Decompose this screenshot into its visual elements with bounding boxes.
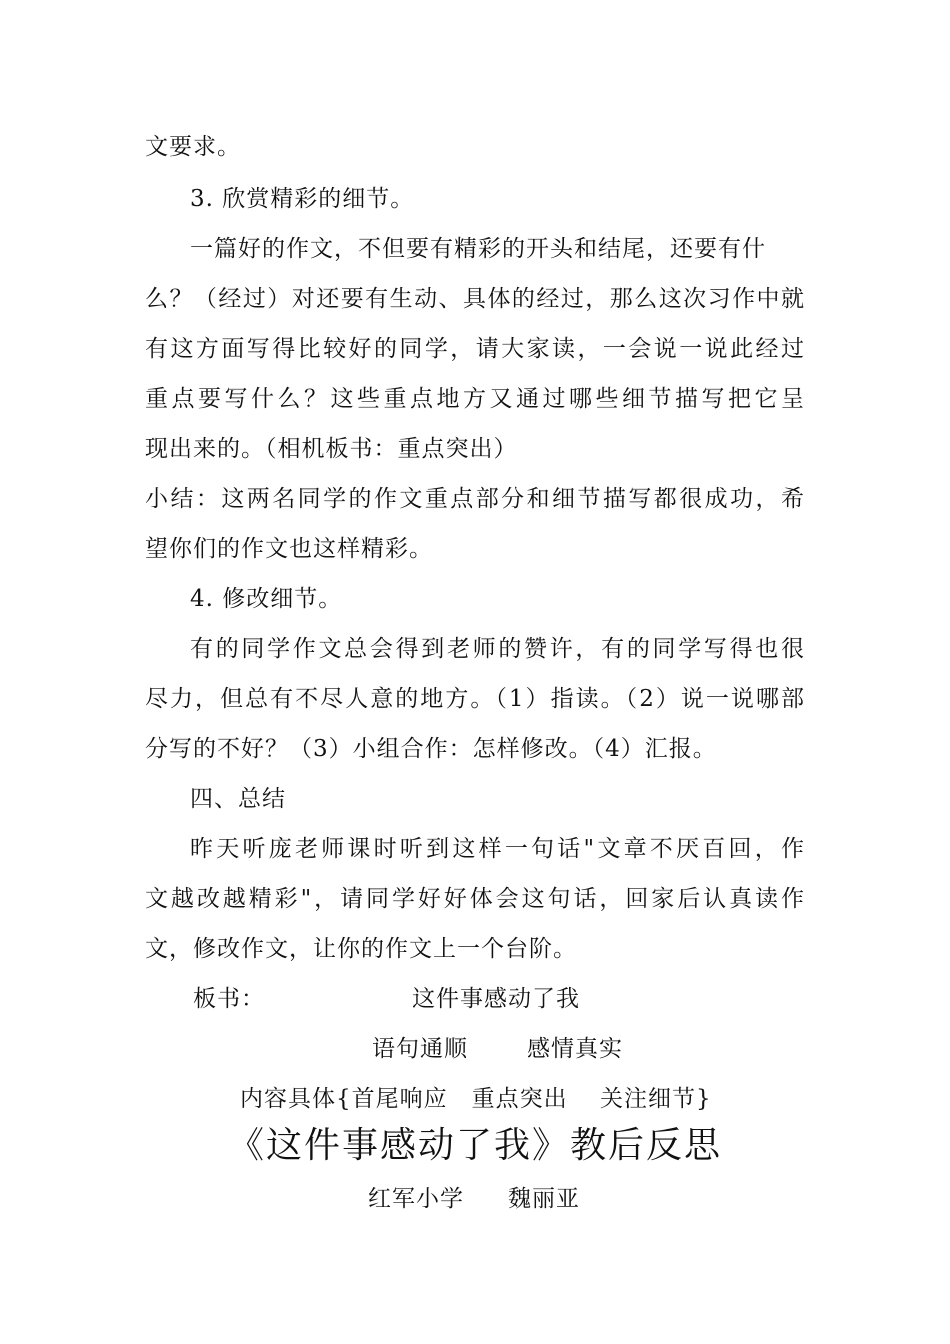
section-heading: 4. 修改细节。 xyxy=(190,586,343,612)
reflection-title: 《这件事感动了我》教后反思 xyxy=(227,1125,722,1166)
school-name: 红军小学 xyxy=(368,1186,464,1212)
text-line: 有的同学作文总会得到老师的赞许，有的同学写得也很 xyxy=(190,636,805,662)
text-line: 么？（经过）对还要有生动、具体的经过，那么这次习作中就 xyxy=(145,286,805,312)
text-line: 望你们的作文也这样精彩。 xyxy=(145,536,433,562)
text-line: 尽力，但总有不尽人意的地方。（1）指读。（2）说一说哪部 xyxy=(145,686,805,712)
board-item: 感情真实 xyxy=(527,1036,623,1062)
text-line: 重点要写什么？这些重点地方又通过哪些细节描写把它呈 xyxy=(145,386,805,412)
text-line: 分写的不好？（3）小组合作：怎样修改。（4）汇报。 xyxy=(145,736,717,762)
board-title: 这件事感动了我 xyxy=(412,986,580,1012)
board-label: 板书： xyxy=(193,986,265,1012)
text-line: 文要求。 xyxy=(145,134,241,160)
text-line: 文越改越精彩"，请同学好好体会这句话，回家后认真读作 xyxy=(145,886,805,912)
text-line: 现出来的。（相机板书：重点突出） xyxy=(145,436,518,462)
author-name: 魏丽亚 xyxy=(508,1186,580,1212)
text-line: 文，修改作文，让你的作文上一个台阶。 xyxy=(145,936,577,962)
section-heading: 四、总结 xyxy=(190,786,286,812)
text-line: 有这方面写得比较好的同学，请大家读，一会说一说此经过 xyxy=(145,336,805,362)
text-line: 小结：这两名同学的作文重点部分和细节描写都很成功，希 xyxy=(145,486,805,512)
board-row: 内容具体{首尾响应 重点突出 关注细节} xyxy=(240,1086,712,1112)
text-line: 昨天听庞老师课时听到这样一句话"文章不厌百回，作 xyxy=(190,836,805,862)
section-heading: 3. 欣赏精彩的细节。 xyxy=(190,186,415,212)
board-item: 语句通顺 xyxy=(372,1036,468,1062)
text-line: 一篇好的作文，不但要有精彩的开头和结尾，还要有什 xyxy=(190,236,766,262)
